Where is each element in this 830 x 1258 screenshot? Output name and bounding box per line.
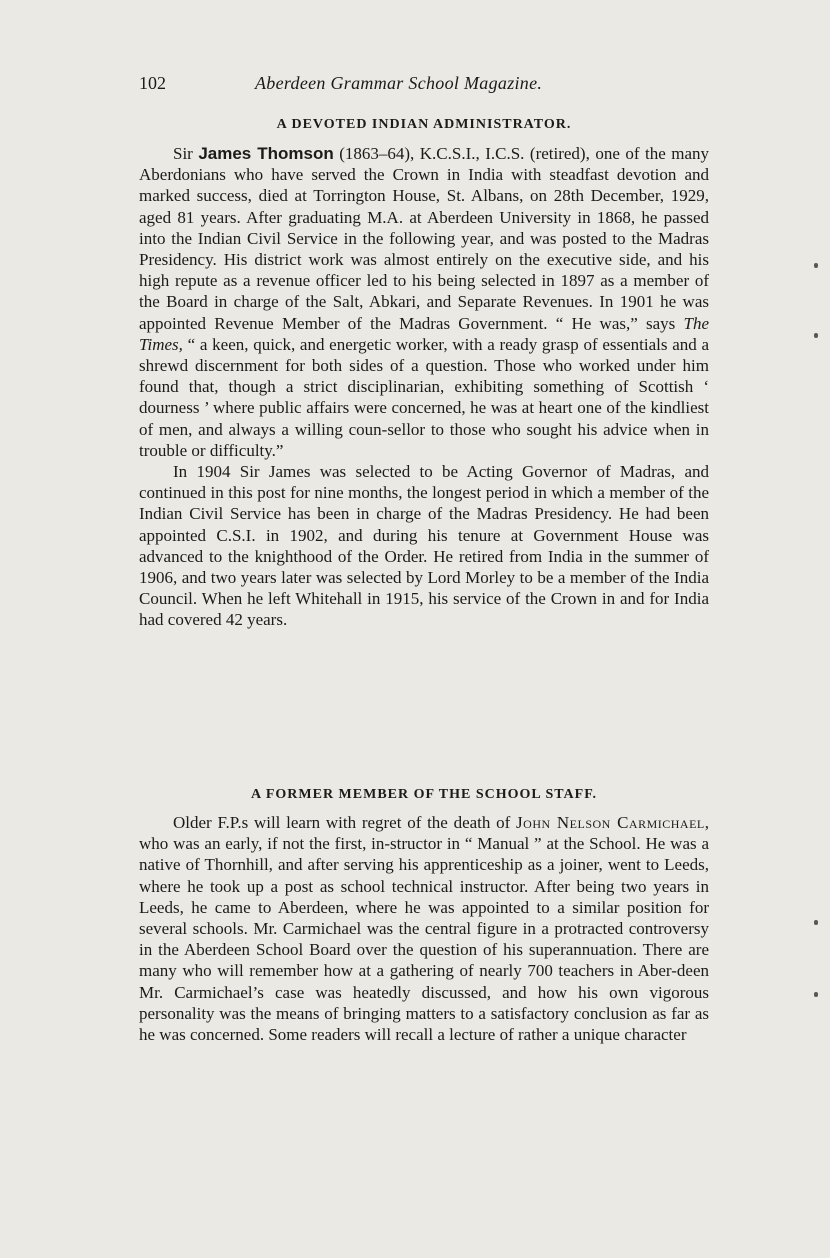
text-run: “ a keen, quick, and energetic worker, with a ready grasp of essentials and a shrewd discernment for both sides of a question. Those who worked under him found that, though a strict disciplinarian, exhibiting something of Scottish ‘ dourness ’ where public affairs were concerned, he was at heart one of the kindliest of men, and always a willing coun-sellor to those who sought his advice when in trouble or difficulty.”: [139, 334, 709, 460]
person-name: John Nelson Carmichael: [516, 813, 705, 832]
article-heading-administrator: A DEVOTED INDIAN ADMINISTRATOR.: [276, 117, 572, 132]
margin-mark: [814, 333, 818, 338]
publication-title: The Times,: [139, 313, 709, 354]
running-title: Aberdeen Grammar School Magazine.: [255, 73, 543, 93]
article-body-administrator: [139, 143, 709, 631]
text-run: , who was an early, if not the first, in-structor in “ Manual ” at the School. He was a native of Thornhill, and after serving his apprenticeship as a joiner, went to Leeds, where he took up a post as school technical instructor. After being two years in Leeds, he came to Aberdeen, where he was appointed to a similar position for several schools. Mr. Carmichael was the central figure in a protracted controversy in the Aberdeen School Board over the question of his superannuation. There are many who will remember how at a gathering of nearly 700 teachers in Aber-deen Mr. Carmichael’s case was heatedly discussed, and how his own vigorous personality was the means of bringing matters to a satisfactory conclusion as far as he was concerned. Some readers will recall a lecture of rather a unique character: [139, 813, 709, 1045]
margin-mark: [814, 920, 818, 925]
article-heading-school-staff: A FORMER MEMBER OF THE SCHOOL STAFF.: [251, 787, 597, 802]
text-run: Sir: [173, 144, 199, 163]
page-header: [139, 73, 709, 103]
paragraph: [139, 143, 709, 461]
margin-mark: [814, 263, 818, 268]
text-run: Older F.P.s will learn with regret of the death of: [173, 813, 517, 832]
article-body-school-staff: [139, 812, 709, 1045]
paragraph: In 1904 Sir James was selected to be Acting Governor of Madras, and continued in this post for nine months, the longest period in which a member of the Indian Civil Service has been in charge of the Madras Presidency. He had been appointed C.S.I. in 1902, and during his tenure at Government House was advanced to the knighthood of the Order. He retired from India in the summer of 1906, and two years later was selected by Lord Morley to be a member of the India Council. When he left Whitehall in 1915, his service of the Crown in and for India had covered 42 years.: [139, 462, 709, 630]
page-number: 102: [139, 73, 166, 93]
margin-mark: [814, 992, 818, 997]
person-name: James Thomson: [198, 144, 334, 163]
text-run: (1863–64), K.C.S.I., I.C.S. (retired), one of the many Aberdonians who have served the Crown in India with steadfast devotion and marked success, died at Torrington House, St. Albans, on 28th December, 1929, aged 81 years. After graduating M.A. at Aberdeen University in 1868, he passed into the Indian Civil Service in the following year, and was posted to the Madras Presidency. His district work was almost entirely on the executive side, and his high repute as a revenue officer led to his being selected in 1897 as a member of the Board in charge of the Salt, Abkari, and Separate Revenues. In 1901 he was appointed Revenue Member of the Madras Government. “ He was,” says: [139, 144, 710, 333]
paragraph: [139, 812, 709, 1045]
